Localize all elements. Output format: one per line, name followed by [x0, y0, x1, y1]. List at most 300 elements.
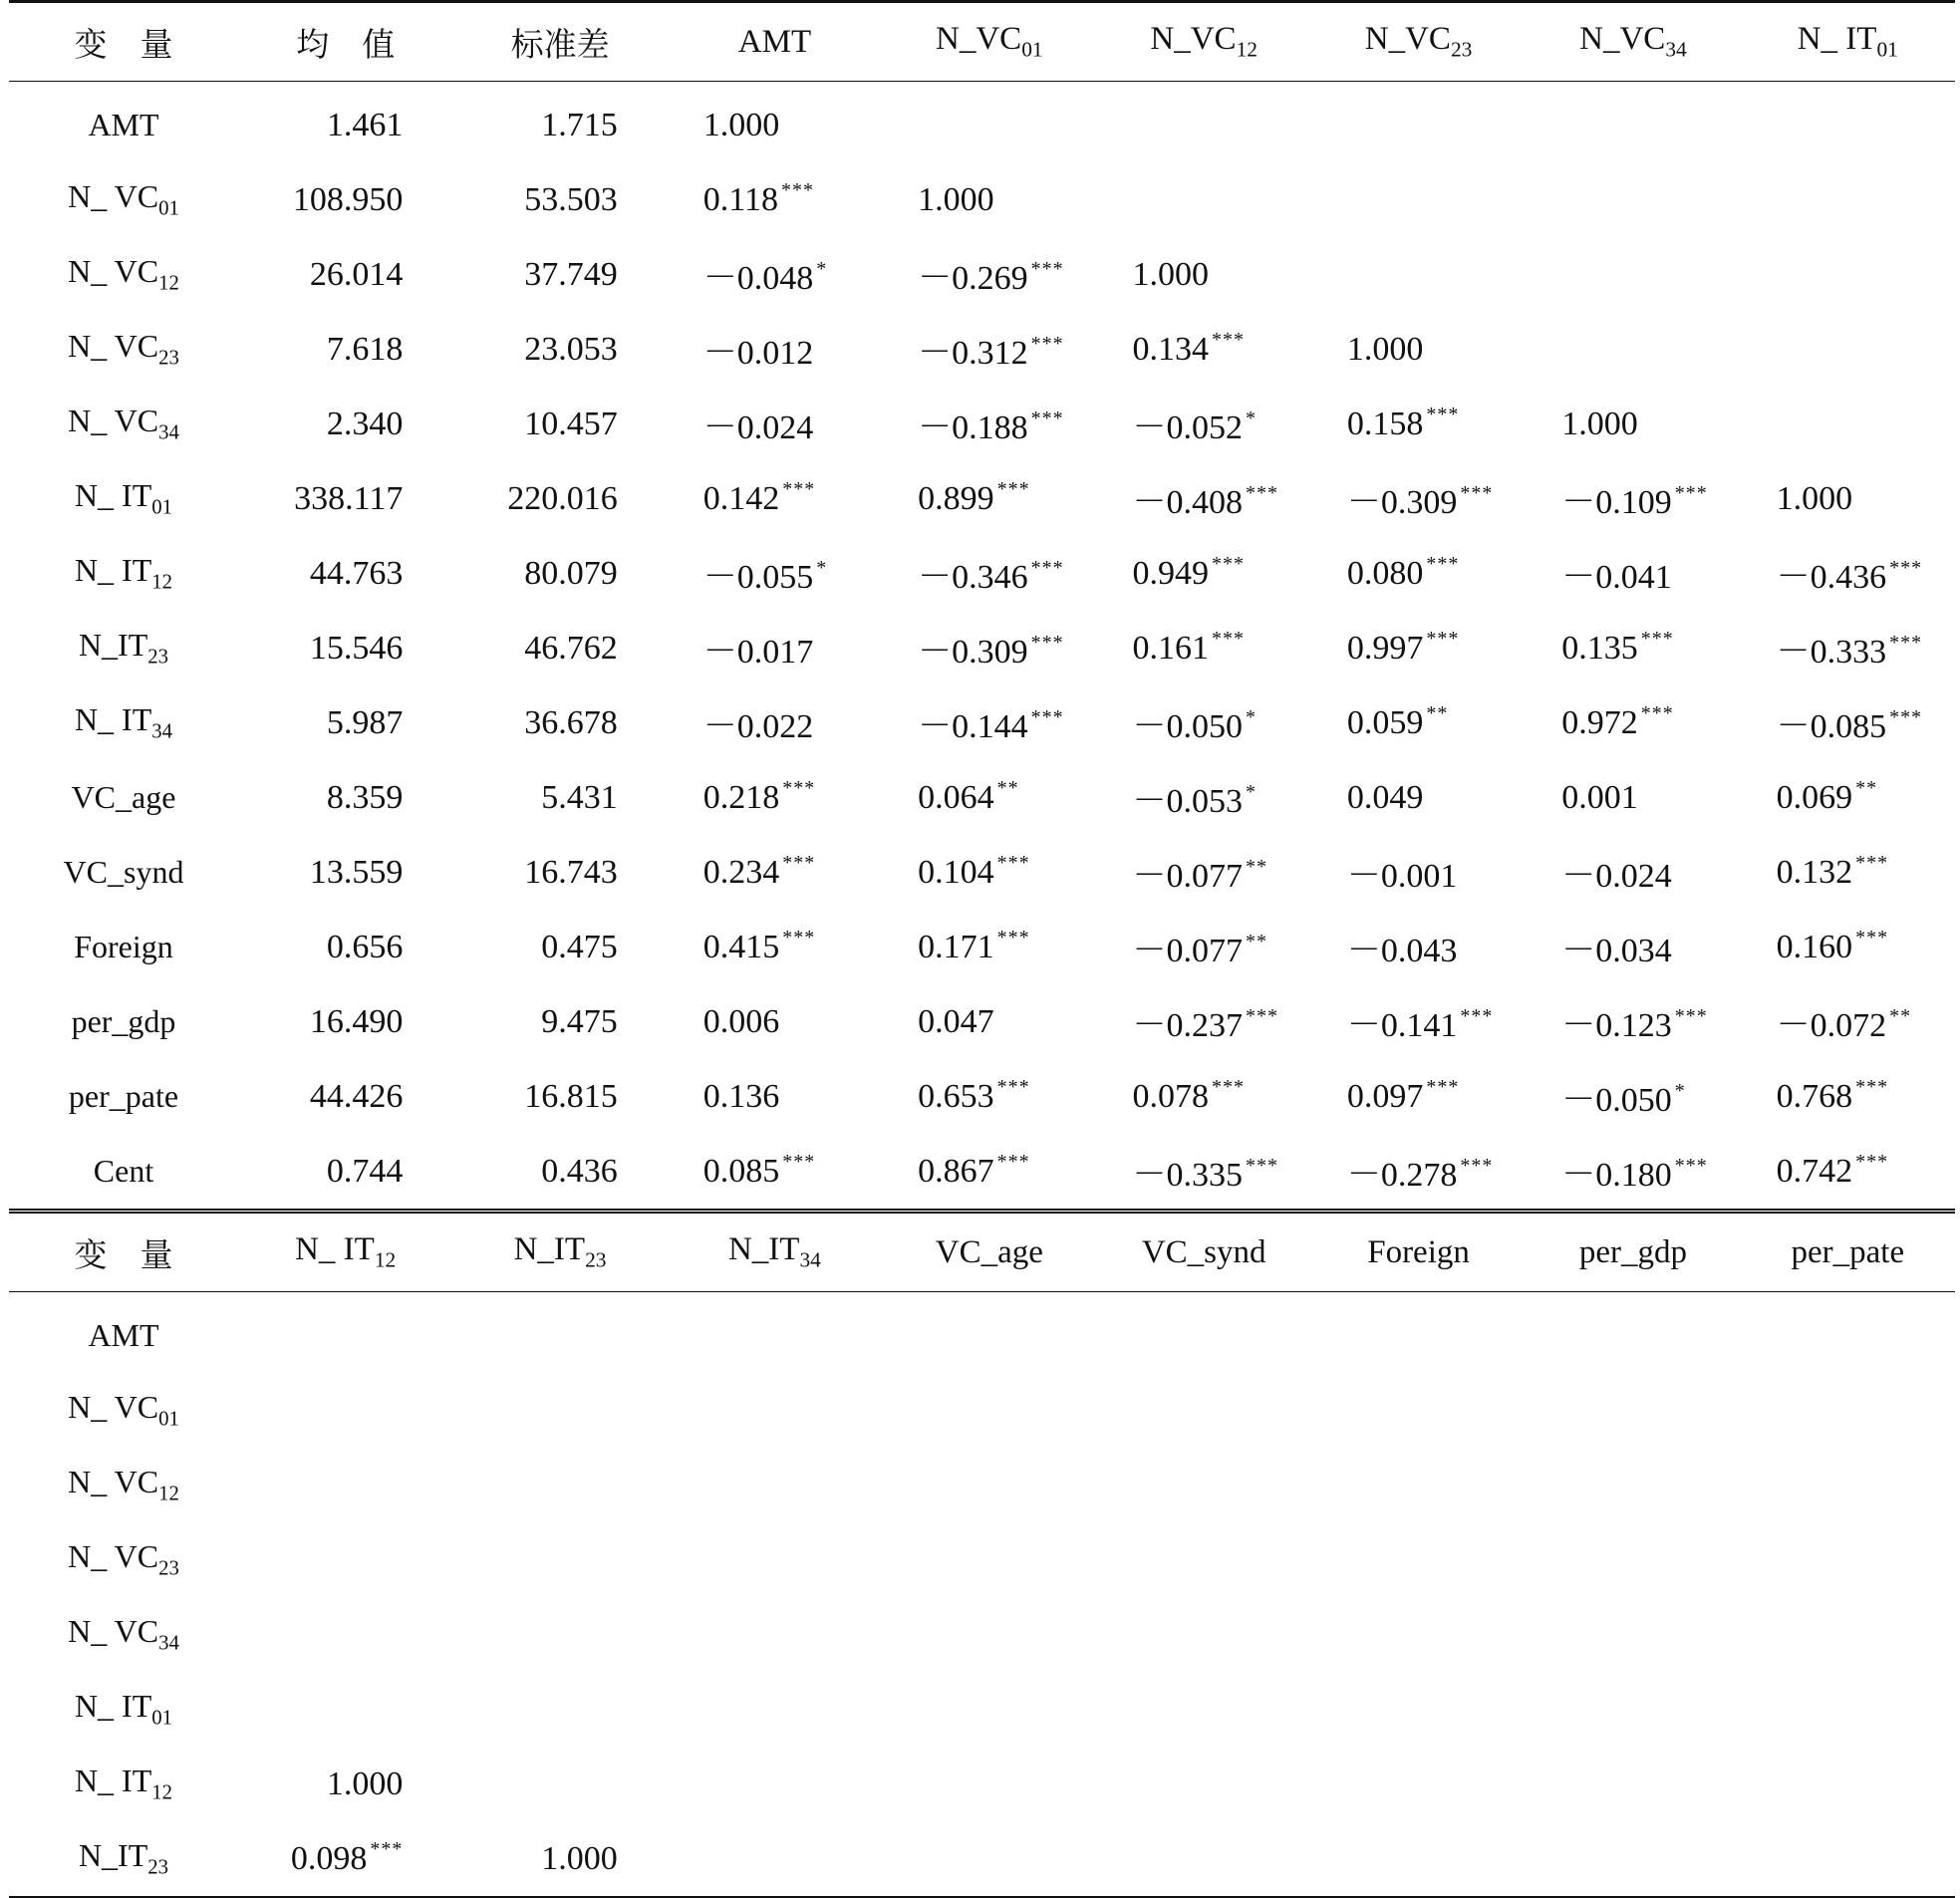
table-cell [1097, 1373, 1311, 1448]
table-cell [238, 1134, 452, 1212]
significance-stars: * [1246, 407, 1257, 429]
cell-value: 0.656 [326, 928, 404, 965]
table-cell [452, 312, 667, 387]
cell-value: 0.069 [1776, 778, 1853, 816]
cell-value: 338.117 [294, 479, 404, 517]
significance-stars: *** [1426, 552, 1460, 575]
cell-value: 1.000 [1561, 405, 1638, 442]
row-label: VC_synd [63, 854, 184, 890]
cell-value: 0.135 [1561, 629, 1638, 667]
significance-stars: *** [782, 851, 816, 874]
table-cell [668, 461, 882, 536]
table-cell [668, 82, 882, 163]
table-cell [1097, 1821, 1311, 1897]
row-label: Cent [9, 1134, 238, 1212]
cell-value: 0.436 [541, 1152, 618, 1190]
table-cell [238, 1747, 452, 1821]
table-cell [1741, 1522, 1955, 1597]
significance-stars: *** [1855, 851, 1889, 874]
table-cell [1097, 1747, 1311, 1821]
table-cell [668, 1597, 882, 1672]
table-cell [1097, 835, 1311, 910]
cell-value: 1.000 [702, 106, 780, 143]
table-row [9, 1059, 1955, 1134]
column-header-2: $N\_IT_{23}$ [452, 1214, 667, 1292]
significance-stars: *** [1212, 328, 1245, 351]
table-cell [1311, 760, 1526, 835]
significance-stars: *** [1855, 1075, 1889, 1098]
row-label: N_ $VC_{01}$ [68, 1389, 179, 1431]
significance-stars: * [816, 557, 828, 579]
table-cell [452, 685, 667, 760]
cell-value: 0.132 [1776, 853, 1853, 891]
table-cell [1311, 1522, 1526, 1597]
table-cell [238, 835, 452, 910]
row-label: N_ $IT_{12}$ [74, 1762, 173, 1804]
table-cell [1097, 536, 1311, 611]
table-cell [1311, 387, 1526, 461]
cell-value: －0.408 [1132, 484, 1243, 521]
table-cell [1097, 1597, 1311, 1672]
table-cell [668, 611, 882, 685]
cell-value: 0.098 [290, 1839, 368, 1877]
significance-stars: * [816, 258, 828, 280]
table-cell [238, 1448, 452, 1522]
significance-stars: *** [1889, 632, 1923, 654]
table-cell [668, 1134, 882, 1212]
cell-value: 0.006 [702, 1002, 780, 1040]
cell-value: －0.024 [702, 409, 814, 446]
table-cell [1311, 162, 1526, 237]
cell-value: 0.118 [702, 180, 778, 218]
table-row [9, 984, 1955, 1059]
table-cell [668, 536, 882, 611]
cell-value: 10.457 [524, 405, 618, 442]
significance-stars: *** [782, 776, 816, 799]
table-cell [882, 387, 1096, 461]
table-cell [882, 162, 1096, 237]
table-cell [668, 1373, 882, 1448]
significance-stars: ** [996, 776, 1019, 799]
cell-value: 0.234 [702, 853, 780, 891]
table-cell [1741, 910, 1955, 984]
table-cell [238, 1373, 452, 1448]
row-label: N_ $VC_{12}$ [68, 253, 179, 295]
table-cell [238, 984, 452, 1059]
table-row [9, 611, 1955, 685]
table-row [9, 1373, 1955, 1448]
column-header-7: per_gdp [1526, 1214, 1740, 1292]
table-cell [238, 611, 452, 685]
table-cell [882, 1134, 1096, 1212]
table-cell [1741, 82, 1955, 163]
cell-value: 0.218 [702, 778, 780, 816]
table-cell [1526, 312, 1740, 387]
significance-stars: *** [1426, 1075, 1460, 1098]
table-cell [1097, 237, 1311, 312]
cell-value: 0.158 [1346, 405, 1424, 442]
cell-value: 1.000 [1132, 255, 1209, 293]
table-cell [238, 910, 452, 984]
column-header-1: 均 值 [238, 2, 452, 82]
table-cell [1526, 1522, 1740, 1597]
significance-stars: *** [1889, 706, 1923, 728]
table-cell [882, 237, 1096, 312]
cell-value: 0.653 [918, 1077, 994, 1115]
table-cell [238, 162, 452, 237]
table-cell [668, 1448, 882, 1522]
table-cell [452, 387, 667, 461]
table-cell [452, 461, 667, 536]
cell-value: 36.678 [524, 703, 618, 741]
cell-value: 0.899 [918, 479, 994, 517]
table-row [9, 1522, 1955, 1597]
row-label: $N\_IT_{23}$ [9, 1821, 238, 1897]
significance-stars: *** [782, 1150, 816, 1173]
table-cell [1741, 162, 1955, 237]
significance-stars: *** [782, 477, 816, 500]
cell-value: 0.867 [918, 1152, 994, 1190]
table-row [9, 835, 1955, 910]
cell-value: 1.000 [918, 180, 994, 218]
cell-value: 220.016 [507, 479, 618, 517]
significance-stars: ** [1426, 701, 1449, 724]
correlation-table-part2 [9, 1214, 1955, 1898]
cell-value: 5.987 [326, 703, 404, 741]
column-header-1: N_ $IT_{12}$ [238, 1214, 452, 1292]
row-label: per_pate [68, 1078, 179, 1114]
column-header-5: $N\_VC_{12}$ [1097, 2, 1311, 82]
table-cell [452, 984, 667, 1059]
cell-value: －0.335 [1132, 1157, 1243, 1194]
table-row [9, 910, 1955, 984]
significance-stars: *** [1030, 706, 1064, 728]
row-label: N_ $VC_{34}$ [68, 403, 179, 444]
table-cell [1097, 910, 1311, 984]
row-label: N_ $IT_{34}$ [74, 701, 173, 743]
significance-stars: *** [1030, 632, 1064, 654]
significance-stars: *** [1674, 1155, 1708, 1177]
cell-value: 0.768 [1776, 1077, 1853, 1115]
table-cell [1741, 1672, 1955, 1747]
table-cell [238, 461, 452, 536]
column-header-2: 标准差 [452, 2, 667, 82]
cell-value: 13.559 [309, 853, 404, 891]
table-cell [882, 611, 1096, 685]
table-cell [1526, 611, 1740, 685]
cell-value: 0.997 [1346, 629, 1424, 667]
significance-stars: *** [1246, 482, 1278, 504]
table-row [9, 1597, 1955, 1672]
column-header-7: $N\_VC_{34}$ [1526, 2, 1740, 82]
cell-value: －0.144 [918, 708, 1028, 745]
table-cell [668, 312, 882, 387]
table-cell [668, 1292, 882, 1374]
cell-value: 37.749 [524, 255, 618, 293]
table-cell [668, 162, 882, 237]
column-header-8: N_ $IT_{01}$ [1741, 2, 1955, 82]
table-row [9, 1672, 1955, 1747]
cell-value: 1.000 [1776, 479, 1853, 517]
significance-stars: *** [1030, 333, 1064, 355]
table-cell [1097, 387, 1311, 461]
table-cell [1741, 1821, 1955, 1897]
column-header-0: 变 量 [9, 2, 238, 82]
cell-value: 16.815 [524, 1077, 618, 1115]
cell-value: 1.000 [541, 1839, 618, 1877]
table-cell [1741, 461, 1955, 536]
table-cell [882, 685, 1096, 760]
significance-stars: *** [370, 1837, 404, 1860]
table-row [9, 685, 1955, 760]
cell-value: －0.346 [918, 559, 1028, 596]
cell-value: 0.097 [1346, 1077, 1424, 1115]
table-cell [882, 1672, 1096, 1747]
table-cell [882, 1373, 1096, 1448]
cell-value: 80.079 [524, 554, 618, 592]
cell-value: －0.001 [1346, 858, 1458, 895]
table-cell [1526, 1448, 1740, 1522]
significance-stars: *** [1460, 482, 1494, 504]
significance-stars: *** [1212, 627, 1245, 650]
table-cell [1311, 82, 1526, 163]
table-cell [1741, 984, 1955, 1059]
table-cell [452, 1747, 667, 1821]
row-label: N_ $VC_{23}$ [68, 1538, 179, 1580]
table-cell [1526, 835, 1740, 910]
cell-value: －0.077 [1132, 933, 1243, 969]
significance-stars: * [1246, 781, 1257, 803]
table-cell [1741, 1747, 1955, 1821]
cell-value: 0.475 [541, 928, 618, 965]
table-cell [882, 1821, 1096, 1897]
table-cell [452, 611, 667, 685]
row-label: N_ $IT_{01}$ [74, 1688, 173, 1730]
table-cell [238, 1522, 452, 1597]
table-cell [1526, 536, 1740, 611]
table-cell [452, 536, 667, 611]
significance-stars: ** [1246, 856, 1267, 878]
cell-value: －0.123 [1561, 1007, 1672, 1044]
row-label: N_ $IT_{12}$ [74, 552, 173, 594]
table-cell [882, 536, 1096, 611]
significance-stars: *** [1855, 1150, 1889, 1173]
table-cell [1741, 536, 1955, 611]
table-cell [1526, 461, 1740, 536]
table-cell [1526, 1373, 1740, 1448]
column-header-6: Foreign [1311, 1214, 1526, 1292]
significance-stars: *** [996, 851, 1030, 874]
cell-value: 44.426 [309, 1077, 404, 1115]
significance-stars: *** [996, 926, 1030, 949]
significance-stars: *** [1246, 1155, 1278, 1177]
cell-value: －0.053 [1132, 783, 1243, 820]
table-cell [1526, 82, 1740, 163]
cell-value: 0.047 [918, 1002, 994, 1040]
cell-value: 0.415 [702, 928, 780, 965]
table-row [9, 1448, 1955, 1522]
cell-value: 0.001 [1561, 778, 1638, 816]
table-cell [1097, 984, 1311, 1059]
table-cell [1526, 162, 1740, 237]
table-cell [668, 835, 882, 910]
table-cell [668, 1672, 882, 1747]
cell-value: －0.041 [1561, 559, 1672, 596]
row-label: AMT [88, 107, 159, 142]
correlation-table-document [9, 0, 1955, 1898]
table-cell [882, 1448, 1096, 1522]
table-cell [452, 1292, 667, 1374]
table-cell [1311, 1747, 1526, 1821]
cell-value: 0.104 [918, 853, 994, 891]
table-cell [1097, 685, 1311, 760]
table-cell [1097, 312, 1311, 387]
table-row [9, 461, 1955, 536]
table-cell [668, 1522, 882, 1597]
table-cell [1311, 1373, 1526, 1448]
table-cell [1741, 685, 1955, 760]
cell-value: －0.017 [702, 634, 814, 671]
table-cell [1311, 1059, 1526, 1134]
significance-stars: *** [1640, 627, 1674, 650]
table-cell [1741, 1448, 1955, 1522]
significance-stars: *** [1030, 557, 1064, 579]
table-cell [1526, 685, 1740, 760]
table-cell [1097, 461, 1311, 536]
table-cell [1097, 1672, 1311, 1747]
significance-stars: * [1674, 1080, 1686, 1102]
table-cell [452, 1134, 667, 1212]
table-row [9, 1821, 1955, 1897]
table-cell [238, 1597, 452, 1672]
table-cell [452, 1448, 667, 1522]
table-cell [1311, 1292, 1526, 1374]
cell-value: －0.309 [1346, 484, 1458, 521]
cell-value: －0.309 [918, 634, 1028, 671]
significance-stars: * [1246, 706, 1257, 728]
significance-stars: *** [782, 926, 816, 949]
table-cell [1526, 1747, 1740, 1821]
table-cell [452, 82, 667, 163]
table-cell [1526, 910, 1740, 984]
table-cell [1097, 162, 1311, 237]
cell-value: －0.141 [1346, 1007, 1458, 1044]
table-cell [1526, 760, 1740, 835]
table-cell [452, 835, 667, 910]
significance-stars: *** [996, 477, 1030, 500]
cell-value: －0.048 [702, 260, 814, 297]
table-cell [452, 1059, 667, 1134]
table-cell [452, 162, 667, 237]
table-cell [1311, 910, 1526, 984]
table-cell [1526, 984, 1740, 1059]
table-cell [1526, 1597, 1740, 1672]
table-row [9, 387, 1955, 461]
correlation-table-part1 [9, 0, 1955, 1214]
significance-stars: *** [1426, 403, 1460, 425]
significance-stars: *** [1426, 627, 1460, 650]
cell-value: 0.161 [1132, 629, 1209, 667]
table-cell [1741, 312, 1955, 387]
table-cell [1097, 82, 1311, 163]
table-cell [1741, 611, 1955, 685]
table-cell [668, 1059, 882, 1134]
table-row [9, 760, 1955, 835]
column-header-8: per_pate [1741, 1214, 1955, 1292]
column-header-4: VC_age [882, 1214, 1096, 1292]
table-cell [668, 1747, 882, 1821]
table-cell [238, 1672, 452, 1747]
table-cell [1526, 387, 1740, 461]
row-label: per_gdp [71, 1003, 176, 1039]
table-cell [1526, 1134, 1740, 1212]
cell-value: 0.742 [1776, 1152, 1853, 1190]
cell-value: －0.436 [1776, 559, 1887, 596]
table-cell [452, 910, 667, 984]
table-cell [1097, 611, 1311, 685]
table-cell [238, 1059, 452, 1134]
cell-value: 0.134 [1132, 330, 1209, 368]
table-cell [238, 760, 452, 835]
table-row [9, 237, 1955, 312]
significance-stars: *** [1460, 1005, 1494, 1027]
cell-value: 0.744 [326, 1152, 404, 1190]
cell-value: －0.180 [1561, 1157, 1672, 1194]
table-row [9, 82, 1955, 163]
cell-value: 0.160 [1776, 928, 1853, 965]
significance-stars: *** [1212, 552, 1245, 575]
cell-value: 7.618 [326, 330, 404, 368]
table-cell [1311, 237, 1526, 312]
significance-stars: *** [1674, 1005, 1708, 1027]
row-label: $N\_IT_{23}$ [78, 627, 169, 669]
cell-value: －0.312 [918, 335, 1028, 372]
cell-value: 0.949 [1132, 554, 1209, 592]
table-cell [1311, 1821, 1526, 1897]
cell-value: 16.743 [524, 853, 618, 891]
cell-value: －0.237 [1132, 1007, 1243, 1044]
row-label: N_ $IT_{01}$ [74, 477, 173, 519]
table-cell [1311, 984, 1526, 1059]
table-cell [1311, 835, 1526, 910]
cell-value: －0.278 [1346, 1157, 1458, 1194]
table-cell [882, 1522, 1096, 1597]
table-cell [452, 237, 667, 312]
table-row [9, 1134, 1955, 1212]
table-cell [1097, 1522, 1311, 1597]
table-cell [882, 835, 1096, 910]
cell-value: 0.049 [1346, 778, 1424, 816]
significance-stars: *** [781, 178, 814, 201]
cell-value: 26.014 [309, 255, 404, 293]
table-cell [452, 1597, 667, 1672]
cell-value: 2.340 [326, 405, 404, 442]
table-cell [1741, 1373, 1955, 1448]
table-cell [1526, 237, 1740, 312]
row-label: N_ $VC_{01}$ [68, 178, 179, 220]
table-cell [882, 1292, 1096, 1374]
table-row [9, 536, 1955, 611]
cell-value: 0.064 [918, 778, 994, 816]
row-label: Foreign [74, 929, 173, 964]
cell-value: －0.333 [1776, 634, 1887, 671]
table-cell [238, 237, 452, 312]
significance-stars: *** [996, 1075, 1030, 1098]
cell-value: 1.715 [541, 106, 618, 143]
table-cell [1097, 1134, 1311, 1212]
table-cell [1311, 685, 1526, 760]
table-cell [1311, 1134, 1526, 1212]
